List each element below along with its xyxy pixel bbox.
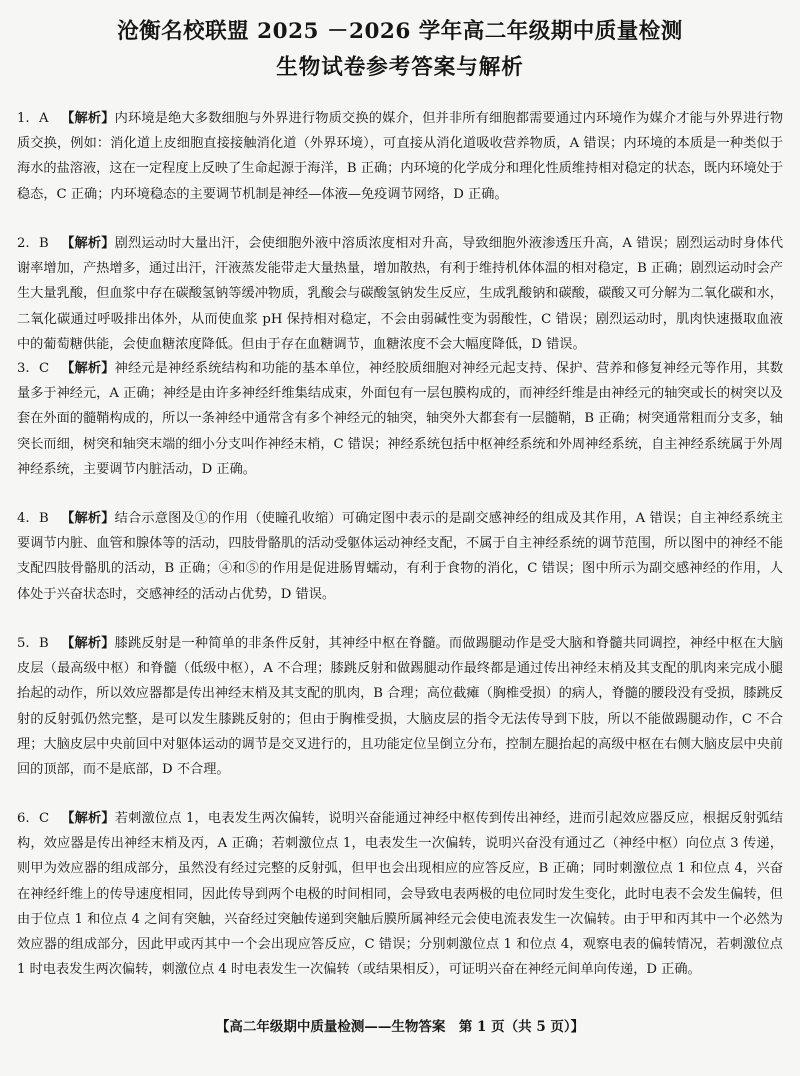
explanation [17, 806, 783, 982]
question-number: 2. [17, 236, 30, 251]
page-footer: 【高二年级期中质量检测——生物答案 第 1 页（共 5 页）】 [215, 1019, 585, 1035]
answer-letter: B [39, 236, 49, 251]
explanation [17, 506, 783, 607]
question-item [17, 231, 783, 356]
question-item [17, 806, 783, 1046]
explanation-text: 神经元是神经系统结构和功能的基本单位，神经胶质细胞对神经元起支持、保护、营养和修复神经元等作用，其数量多于神经元，A 正确；神经是由许多神经纤维集结成束，外面包有一层包膜构成的，而神经纤维是由神经元的轴突或长的树突以及套在外面的髓鞘构成的，所以一条神经中通常含有多个神经元的轴突，轴突外大都套有一层髓鞘，B 正确；树突通常粗而分支多，轴突长而细，树突和轴突末端的细小分支叫作神经末梢，C 错误；神经系统包括中枢神经系统和外周神经系统，自主神经系统属于外周神经系统，主要调节内脏活动，D 正确。 [17, 361, 784, 477]
explanation-tag: 【解析】 [61, 811, 115, 826]
document-title: 沧衡名校联盟 2025 －2026 学年高二年级期中质量检测 [117, 19, 683, 44]
question-number: 5. [17, 636, 30, 651]
explanation-tag: 【解析】 [61, 236, 115, 251]
explanation-tag: 【解析】 [61, 636, 115, 651]
explanation-text: 结合示意图及①的作用（使瞳孔收缩）可确定图中表示的是副交感神经的组成及其作用，A 错误；自主神经系统主要调节内脏、血管和腺体等的活动，四肢骨骼肌的活动受躯体运动神经支配，不属于自主神经系统的调节范围，所以图中的神经不能支配四肢骨骼肌的活动，B 正确；④和⑤的作用是促进肠胃蠕动，有利于食物的消化，C 错误；图中所示为副交感神经的作用，人体处于兴奋状态时，交感神经的活动占优势，D 错误。 [17, 511, 784, 602]
question-item [17, 631, 783, 806]
explanation-text: 若刺激位点 1，电表发生两次偏转，说明兴奋能通过神经中枢传到传出神经，进而引起效应器反应，根据反射弧结构，效应器是传出神经末梢及丙，A 正确；若刺激位点 1，电表发生一次偏转，说明兴奋没有通过乙（神经中枢）向位点 3 传递，则甲为效应器的组成部分，虽然没有经过完整的反射弧，但甲也会出现相应的应答反应，B 正确；同时刺激位点 1 和位点 4，兴奋在神经纤维上的传导速度相同，因此传导到两个电极的时间相同，会导致电表两极的电位同时发生变化，此时电表不会发生偏转，但由于位点 1 和位点 4 之间有突触，兴奋经过突触传递到突触后膜所属神经元会使电流表发生一次偏转。由于甲和丙其中一个必然为效应器的组成部分，因此甲或丙其中一个会出现应答反应，C 错误；分别刺激位点 1 和位点 4，观察电表的偏转情况，若刺激位点 1 时电表发生两次偏转，刺激位点 4 时电表发生一次偏转（或结果相反），可证明兴奋在神经元间单向传递，D 正确。 [17, 811, 783, 978]
explanation-tag: 【解析】 [61, 111, 115, 126]
question-item [17, 506, 783, 631]
explanation-tag: 【解析】 [61, 361, 115, 376]
answer-letter: B [39, 511, 49, 526]
answer-letter: B [39, 636, 49, 651]
answer-letter: C [39, 361, 50, 376]
document-subtitle: 生物试卷参考答案与解析 [276, 55, 524, 80]
question-number: 6. [17, 811, 30, 826]
explanation [17, 231, 783, 357]
question-number: 3. [17, 361, 30, 376]
explanation-text: 膝跳反射是一种简单的非条件反射，其神经中枢在脊髓。而做踢腿动作是受大脑和脊髓共同调控，神经中枢在大脑皮层（最高级中枢）和脊髓（低级中枢），A 不合理；膝跳反射和做踢腿动作最终都是通过传出神经末梢及其支配的肌肉来完成小腿抬起的动作，所以效应器都是传出神经末梢及其支配的肌肉，B 合理；高位截瘫（胸椎受损）的病人，脊髓的腰段没有受损，膝跳反射的反射弧仍然完整，是可以发生膝跳反射的；但由于胸椎受损，大脑皮层的指令无法传导到下肢，所以不能做踢腿动作，C 不合理；大脑皮层中央前回中对躯体运动的调节是交叉进行的，且功能定位呈倒立分布，控制左腿抬起的高级中枢在右侧大脑皮层中央前回的顶部，而不是底部，D 不合理。 [17, 636, 784, 778]
question-number: 4. [17, 511, 30, 526]
explanation-text: 内环境是绝大多数细胞与外界进行物质交换的媒介，但并非所有细胞都需要通过内环境作为媒介才能与外界进行物质交换，例如：消化道上皮细胞直接接触消化道（外界环境），可直接从消化道吸收营养物质，A 错误；内环境的本质是一种类似于海水的盐溶液，这在一定程度上反映了生命起源于海洋，B 正确；内环境的化学成分和理化性质维持相对稳定的状态，既内环境处于稳态，C 正确；内环境稳态的主要调节机制是神经—体液—免疫调节网络，D 正确。 [17, 111, 784, 202]
explanation-tag: 【解析】 [61, 511, 115, 526]
explanation [17, 356, 783, 482]
question-list [17, 106, 783, 1046]
question-item [17, 356, 783, 506]
question-item [17, 106, 783, 231]
explanation [17, 631, 783, 782]
question-number: 1. [17, 111, 30, 126]
explanation [17, 106, 783, 207]
answer-letter: A [39, 111, 49, 126]
answer-letter: C [39, 811, 50, 826]
explanation-text: 剧烈运动时大量出汗，会使细胞外液中溶质浓度相对升高，导致细胞外液渗透压升高，A 错误；剧烈运动时身体代谢率增加，产热增多，通过出汗，汗液蒸发能带走大量热量，增加散热，有利于维持机体体温的相对稳定，B 正确；剧烈运动时会产生大量乳酸，但血浆中存在碳酸氢钠等缓冲物质，乳酸会与碳酸氢钠发生反应，生成乳酸钠和碳酸，碳酸又可分解为二氧化碳和水，二氧化碳通过呼吸排出体外，从而使血浆 pH 保持相对稳定，不会由弱碱性变为弱酸性，C 错误；剧烈运动时，肌肉快速摄取血液中的葡萄糖供能，会使血糖浓度降低。但由于存在血糖调节，血糖浓度不会大幅度降低，D 错误。 [17, 236, 784, 352]
